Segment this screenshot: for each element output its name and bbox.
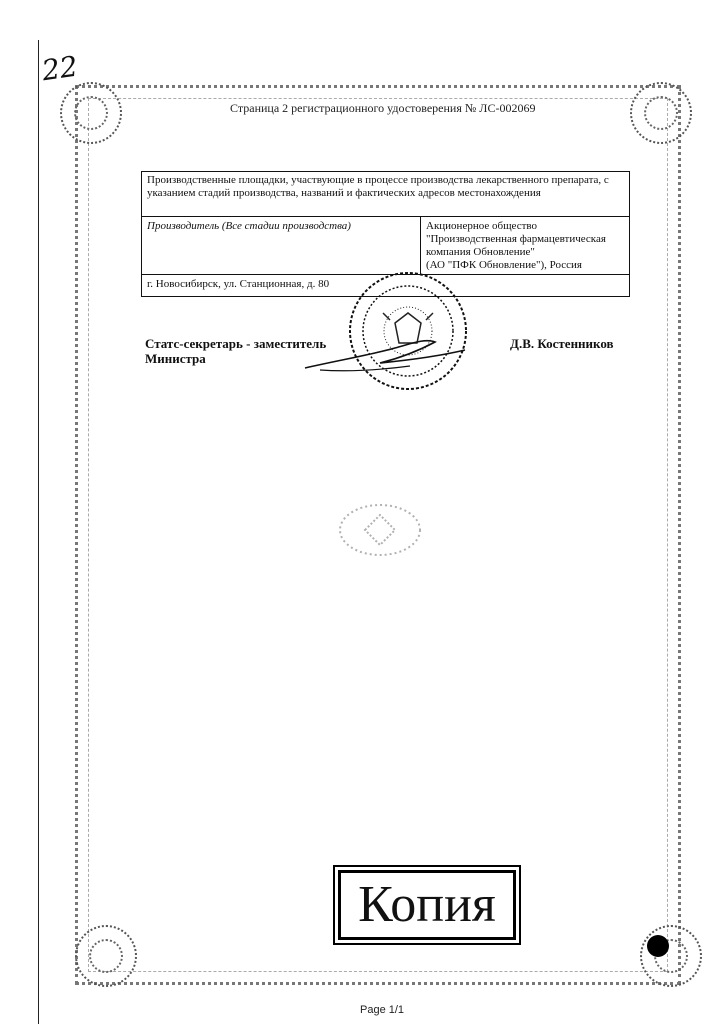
signatory-title-line: Министра xyxy=(145,351,206,366)
signatory-name: Д.В. Костенников xyxy=(510,336,614,351)
signatory-title xyxy=(145,336,345,366)
corner-ornament-top-left xyxy=(60,82,122,144)
corner-ornament-bottom-left xyxy=(75,925,137,987)
company-line: компания Обновление" xyxy=(426,246,535,258)
table-heading-row xyxy=(142,172,629,217)
table-row xyxy=(142,217,629,275)
copy-stamp-text: Копия xyxy=(338,870,516,940)
manufacturer-name xyxy=(426,220,626,272)
manufacturer-role: Производитель (Все стадии производства) xyxy=(147,220,351,232)
signatory-title-line: Статс-секретарь - заместитель xyxy=(145,336,327,351)
copy-stamp xyxy=(333,865,521,945)
cell-divider xyxy=(420,217,421,275)
watermark-emblem xyxy=(335,500,425,560)
site-address: г. Новосибирск, ул. Станционная, д. 80 xyxy=(147,278,330,290)
punch-dot xyxy=(647,935,669,957)
handwritten-page-number: 22 xyxy=(39,49,80,88)
company-line: Акционерное общество xyxy=(426,220,538,232)
company-line: (АО "ПФК Обновление"), Россия xyxy=(426,259,582,271)
table-heading: Производственные площадки, участвующие в процессе производства лекарственного препарата, с указанием стадий производства, названий и фактических адресов местонахождения xyxy=(147,174,609,199)
corner-ornament-top-right xyxy=(630,82,692,144)
company-line: "Производственная фармацевтическая xyxy=(426,233,606,245)
page-header: Страница 2 регистрационного удостоверения № ЛС-002069 xyxy=(230,101,536,115)
page-counter: Page 1/1 xyxy=(360,1004,405,1016)
corner-ornament-bottom-right xyxy=(640,925,702,987)
scan-edge-line xyxy=(38,40,39,1024)
